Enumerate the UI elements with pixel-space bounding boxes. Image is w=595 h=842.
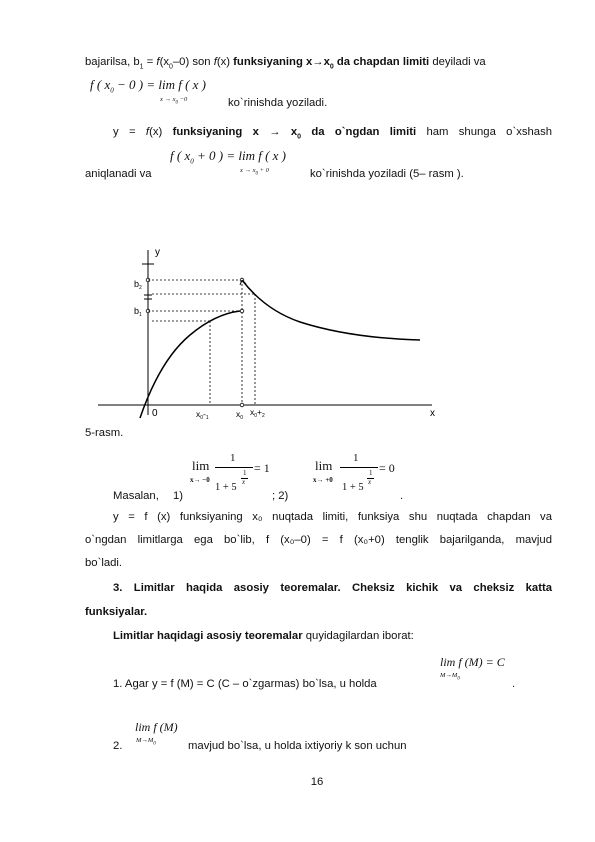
denominator: 1 + 5 xyxy=(215,482,237,493)
subscript: 0 xyxy=(175,100,179,106)
section-heading: funksiyalar. xyxy=(85,606,148,618)
limit-figure xyxy=(90,240,450,425)
subscript: 0 xyxy=(153,741,156,747)
figure-caption: 5-rasm. xyxy=(85,427,124,439)
fraction-bar xyxy=(215,467,253,468)
left-limit-formula xyxy=(90,77,206,95)
text: = xyxy=(143,56,157,68)
formula-text: −0 xyxy=(178,96,188,103)
text: bajarilsa, b xyxy=(85,56,140,68)
text: ham shunga o`xshash xyxy=(416,126,553,138)
example-number: 1) xyxy=(173,490,184,502)
b2-label: $b_2$ xyxy=(134,279,142,291)
result: = 0 xyxy=(379,461,395,475)
example-end: . xyxy=(400,490,404,502)
bold-term: funksiyaning x → x xyxy=(172,126,298,138)
text: y = xyxy=(113,126,146,138)
item1-formula-under xyxy=(440,672,460,681)
formula-text: + 0 xyxy=(258,167,269,174)
subscript: 0 xyxy=(329,63,334,71)
right-limit-line xyxy=(113,126,552,140)
intro-line xyxy=(85,56,486,70)
paragraph-line: o`ngdan limitlarga ega bo`lib, f (x₀–0) = f (x₀+0) tenglik bajarilganda, mavjud xyxy=(85,534,552,546)
open-point xyxy=(240,309,244,313)
text: (x xyxy=(159,56,169,68)
formula-text: M→M xyxy=(136,737,154,744)
text: quyidagilardan iborat: xyxy=(302,630,414,642)
lim-symbol: lim xyxy=(192,458,210,473)
subscript: 0 xyxy=(190,157,194,166)
formula-text: x → x xyxy=(240,167,256,174)
x0-point xyxy=(240,403,244,407)
example-label: Masalan, xyxy=(113,490,159,502)
formula-text: − 0 ) = lim f ( x ) xyxy=(113,77,206,92)
formula-text: + 0 ) = lim f ( x ) xyxy=(193,148,286,163)
numerator: 1 xyxy=(230,452,236,464)
subscript: 0 xyxy=(457,676,460,682)
left-limit-under xyxy=(160,96,187,105)
formula-text: M→M xyxy=(440,672,458,679)
exponent-denominator: x xyxy=(242,478,246,486)
right-branch-curve xyxy=(242,280,420,340)
subscript: 0 xyxy=(110,86,114,95)
text: (x) xyxy=(216,56,234,68)
left-branch-curve xyxy=(140,311,240,418)
bold-term: da o`ngdan limiti xyxy=(301,126,417,138)
item2-formula: lim f (M) xyxy=(135,720,178,734)
formula-caption: ko`rinishda yoziladi. xyxy=(228,97,328,109)
bold-term: da chapdan limiti xyxy=(333,56,430,68)
paragraph-line: bo`ladi. xyxy=(85,557,123,569)
origin-label: 0 xyxy=(152,408,158,419)
bold-term: funksiyaning x→x xyxy=(233,56,330,68)
text: deyiladi va xyxy=(429,56,486,68)
item1-text: 1. Agar y = f (M) = C (C – o`zgarmas) bo`lsa, u holda xyxy=(113,678,377,690)
function-symbol: f xyxy=(156,56,160,68)
right-limit-formula xyxy=(170,148,286,166)
lim-under: x→ −0 xyxy=(190,476,210,484)
denominator: 1 + 5 xyxy=(342,482,364,493)
formula-text: x → x xyxy=(160,96,176,103)
exponent-numerator: 1 xyxy=(369,469,373,477)
page-number: 16 xyxy=(310,776,324,788)
right-limit-under xyxy=(240,167,269,176)
exponent-denominator: x xyxy=(368,478,372,486)
x0-minus-label: $x_0-_1$ xyxy=(196,409,209,421)
numerator: 1 xyxy=(353,452,359,464)
formula-text: f ( x xyxy=(90,77,111,92)
section-heading: 3. Limitlar haqida asosiy teoremalar. Cheksiz kichik va cheksiz katta xyxy=(113,582,552,594)
x-axis-label: x xyxy=(430,408,435,419)
x0-label: $x_0$ xyxy=(236,409,244,421)
subscript: 0 xyxy=(297,133,302,141)
formula-text: f ( x xyxy=(170,148,191,163)
bold-term: Limitlar haqidagi asosiy teoremalar xyxy=(113,630,303,642)
fraction-bar xyxy=(340,467,378,468)
subscript: 1 xyxy=(139,63,144,71)
item1-end: . xyxy=(512,678,516,690)
function-symbol: f xyxy=(213,56,217,68)
text: –0) son xyxy=(172,56,214,68)
subscript: 0 xyxy=(255,171,259,177)
function-symbol: f xyxy=(145,126,150,138)
lim-under: x→ +0 xyxy=(313,476,333,484)
text: aniqlanadi va xyxy=(85,168,152,180)
item2-number: 2. xyxy=(113,740,123,752)
formula-caption: ko`rinishda yoziladi (5– rasm ). xyxy=(310,168,464,180)
x0-plus-label: $x_0+_2$ xyxy=(250,407,265,419)
text: (x) xyxy=(149,126,173,138)
exponent-numerator: 1 xyxy=(243,469,247,477)
item2-formula-under xyxy=(136,737,156,746)
theorems-intro xyxy=(113,630,414,642)
paragraph-line: y = f (x) funksiyaning x₀ nuqtada limiti, funksiya shu nuqtada chapdan va xyxy=(113,511,552,523)
subscript: 0 xyxy=(168,63,173,71)
b1-label: $b_1$ xyxy=(134,306,142,318)
y-axis-label: y xyxy=(155,247,160,258)
item2-text: mavjud bo`lsa, u holda ixtiyoriy k son uchun xyxy=(188,740,407,752)
result: = 1 xyxy=(254,461,270,475)
example-number: ; 2) xyxy=(272,490,289,502)
item1-formula: lim f (M) = C xyxy=(440,655,505,669)
lim-symbol: lim xyxy=(315,458,333,473)
